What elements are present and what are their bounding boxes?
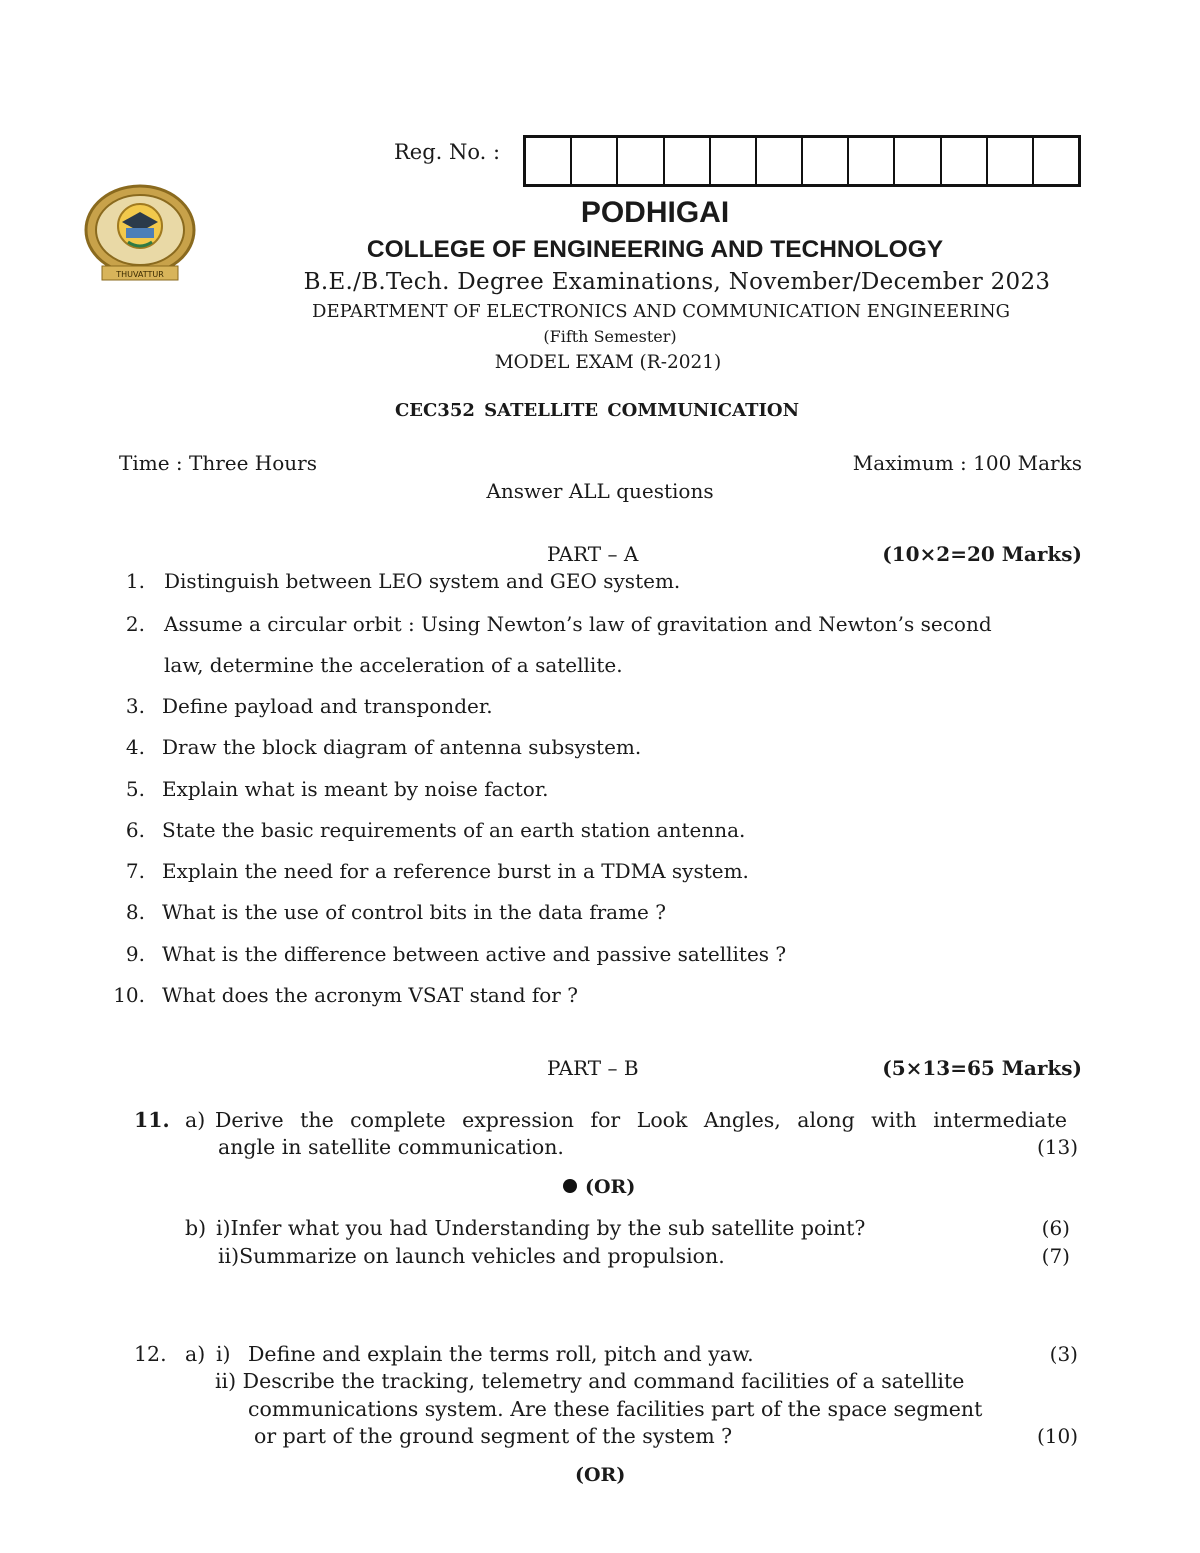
subject-title: CEC352 SATELLITE COMMUNICATION xyxy=(394,400,800,421)
question-text: State the basic requirements of an earth station antenna. xyxy=(162,818,746,842)
part-b-label: PART – B xyxy=(547,1056,639,1080)
model-exam: MODEL EXAM (R-2021) xyxy=(494,352,722,373)
question-number: 1. xyxy=(125,569,145,593)
question-text: Distinguish between LEO system and GEO system. xyxy=(164,569,681,593)
question-text: Explain the need for a reference burst in a TDMA system. xyxy=(162,859,749,883)
college-name: PODHIGAI xyxy=(580,196,730,229)
q11a-text: Derive the complete expression for Look Angles, along with intermediate xyxy=(215,1108,1067,1132)
reg-digit-box xyxy=(618,138,664,184)
reg-digit-box xyxy=(942,138,988,184)
question-number: 5. xyxy=(125,777,145,801)
question-text: Assume a circular orbit : Using Newton’s law of gravitation and Newton’s second xyxy=(164,612,992,636)
instruction: Answer ALL questions xyxy=(486,479,714,503)
college-full-name: COLLEGE OF ENGINEERING AND TECHNOLOGY xyxy=(366,236,944,263)
reg-no-label: Reg. No. : xyxy=(394,140,501,164)
question-text: Draw the block diagram of antenna subsystem. xyxy=(162,735,642,759)
question-text: Define payload and transponder. xyxy=(162,694,493,718)
seal-caption: THUVATTUR xyxy=(116,270,164,279)
question-number: 6. xyxy=(125,818,145,842)
reg-digit-box xyxy=(1034,138,1078,184)
reg-no-boxes xyxy=(523,135,1081,187)
bullet-icon xyxy=(563,1179,577,1193)
q11a-marks: (13) xyxy=(1036,1135,1078,1159)
q11b-ii-text: ii)Summarize on launch vehicles and propulsion. xyxy=(218,1244,725,1268)
q11a-label: a) xyxy=(185,1108,206,1132)
q11b-ii-marks: (7) xyxy=(1041,1244,1070,1268)
semester: (Fifth Semester) xyxy=(543,327,677,346)
q11-or-divider xyxy=(563,1176,635,1198)
question-number: 7. xyxy=(125,859,145,883)
question-text: What is the difference between active and passive satellites ? xyxy=(162,942,787,966)
reg-digit-box xyxy=(849,138,895,184)
reg-digit-box xyxy=(526,138,572,184)
q11a-text-continued: angle in satellite communication. xyxy=(218,1135,564,1159)
question-number: 2. xyxy=(125,612,145,636)
part-b-marks: (5×13=65 Marks) xyxy=(882,1056,1082,1080)
q12a-i-label: i) xyxy=(216,1342,231,1366)
reg-digit-box xyxy=(711,138,757,184)
question-12-number: 12. xyxy=(134,1342,167,1366)
q12a-i-text: Define and explain the terms roll, pitch and yaw. xyxy=(248,1342,754,1366)
maximum-marks: Maximum : 100 Marks xyxy=(852,451,1082,475)
question-number: 9. xyxy=(125,942,145,966)
q12a-ii-text: ii) Describe the tracking, telemetry and command facilities of a satellite xyxy=(215,1369,965,1393)
question-text: What does the acronym VSAT stand for ? xyxy=(162,983,578,1007)
part-a-label: PART – A xyxy=(547,542,639,566)
q11b-i-text: i)Infer what you had Understanding by the sub satellite point? xyxy=(216,1216,866,1240)
part-a-marks: (10×2=20 Marks) xyxy=(882,542,1082,566)
question-text: What is the use of control bits in the data frame ? xyxy=(162,900,666,924)
question-11-number: 11. xyxy=(134,1108,170,1132)
question-number: 8. xyxy=(125,900,145,924)
question-number: 10. xyxy=(113,983,145,1007)
q11b-label: b) xyxy=(185,1216,207,1240)
q12a-ii-text-continued: communications system. Are these facilities part of the space segment xyxy=(248,1397,983,1421)
q12a-label: a) xyxy=(185,1342,206,1366)
question-text-continued: law, determine the acceleration of a satellite. xyxy=(164,653,623,677)
question-number: 3. xyxy=(125,694,145,718)
q12a-i-marks: (3) xyxy=(1049,1342,1078,1366)
reg-digit-box xyxy=(572,138,618,184)
reg-digit-box xyxy=(895,138,941,184)
reg-digit-box xyxy=(803,138,849,184)
exam-duration: Time : Three Hours xyxy=(119,451,317,475)
reg-digit-box xyxy=(757,138,803,184)
or-label: (OR) xyxy=(585,1176,636,1198)
question-text: Explain what is meant by noise factor. xyxy=(162,777,549,801)
reg-digit-box xyxy=(665,138,711,184)
q12a-ii-marks: (10) xyxy=(1036,1424,1078,1448)
question-number: 4. xyxy=(125,735,145,759)
department: DEPARTMENT OF ELECTRONICS AND COMMUNICATION ENGINEERING xyxy=(312,301,1010,322)
reg-digit-box xyxy=(988,138,1034,184)
q12a-ii-text-continued: or part of the ground segment of the system ? xyxy=(254,1424,733,1448)
q12-or-divider: (OR) xyxy=(575,1464,626,1486)
q11b-i-marks: (6) xyxy=(1041,1216,1070,1240)
exam-title: B.E./B.Tech. Degree Examinations, November/December 2023 xyxy=(303,269,1051,295)
